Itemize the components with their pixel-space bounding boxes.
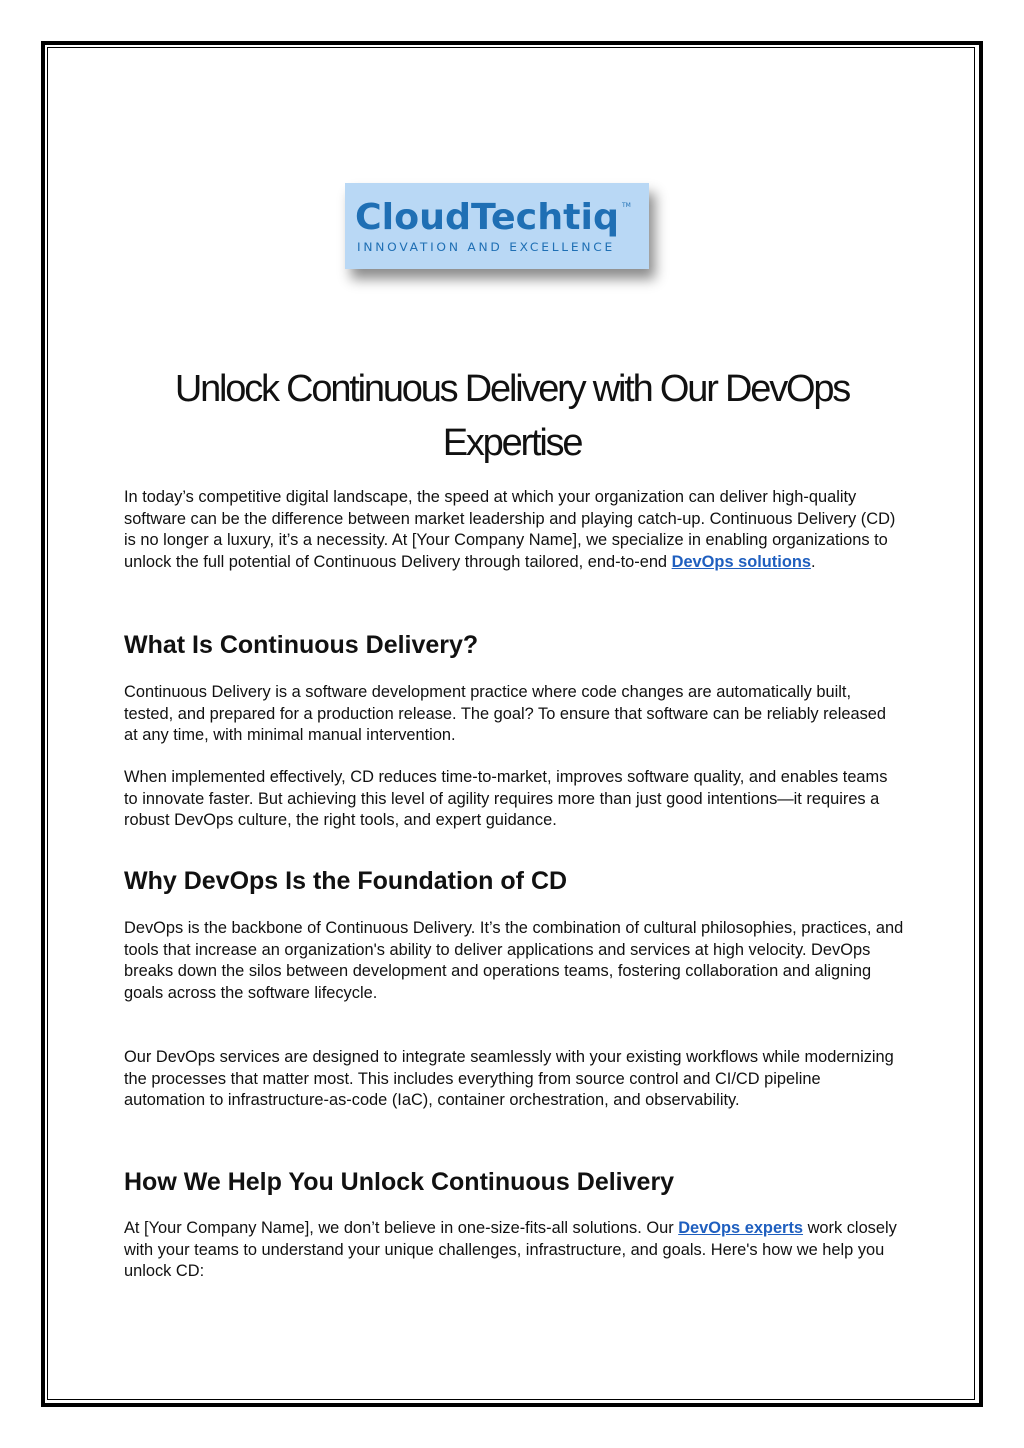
intro-suffix: .	[810, 553, 816, 572]
section2-paragraph-2: Our DevOps services are designed to integrate seamlessly with your existing workflows while modernizing the processes that matter most. This includes everything from source control and CI/CD pipeline automation to infrastructure-as-code (IaC), container orchestration, and observability.	[124, 1048, 894, 1110]
document-title	[124, 362, 900, 470]
devops-solutions-link[interactable]: DevOps solutions	[671, 553, 811, 572]
section2-paragraph-1: DevOps is the backbone of Continuous Delivery. It’s the combination of cultural philosophies, practices, and tools that increase an organization's ability to deliver applications and services at high velocity. DevOps breaks down the silos between development and operations teams, fostering collaboration and aligning goals across the software lifecycle.	[124, 919, 904, 1003]
logo-brand-name: CloudTechtiq	[355, 197, 619, 238]
section1-paragraph-1: Continuous Delivery is a software development practice where code changes are automatically built, tested, and prepared for a production release. The goal? To ensure that software can be reliably released at any time, with minimal manual intervention.	[124, 683, 887, 745]
section3-text-prefix: At [Your Company Name], we don’t believe in one-size-fits-all solutions. Our	[124, 1219, 679, 1237]
title-line-2: Expertise	[442, 422, 582, 464]
section1-paragraph-2: When implemented effectively, CD reduces time-to-market, improves software quality, and enables teams to innovate faster. But achieving this level of agility requires more than just good intentions—it requires a robust DevOps culture, the right tools, and expert guidance.	[124, 768, 888, 830]
section-heading-how-we-help: How We Help You Unlock Continuous Delivery	[124, 1168, 675, 1196]
title-line-1: Unlock Continuous Delivery with Our DevOps	[174, 368, 850, 410]
intro-paragraph	[124, 487, 904, 574]
logo-trademark: TM	[622, 202, 631, 209]
section-heading-why-devops: Why DevOps Is the Foundation of CD	[124, 867, 568, 895]
devops-experts-link[interactable]: DevOps experts	[678, 1219, 804, 1237]
company-logo	[345, 183, 649, 269]
section-heading-what-is-cd: What Is Continuous Delivery?	[124, 631, 479, 659]
logo-tagline: INNOVATION AND EXCELLENCE	[357, 240, 615, 254]
section3-text-suffix: work closely with your teams to understand your unique challenges, infrastructure, and goals. Here's how we help you unlock CD:	[124, 1219, 897, 1281]
section3-paragraph-1	[124, 1218, 904, 1283]
intro-text: In today’s competitive digital landscape, the speed at which your organization can deliver high-quality software can be the difference between market leadership and playing catch-up. Continuous Delivery (CD) is no longer a luxury, it’s a necessity. At [Your Company Name], we specialize in enabling organizations to unlock the full potential of Continuous Delivery through tailored, end-to-end	[124, 488, 896, 572]
